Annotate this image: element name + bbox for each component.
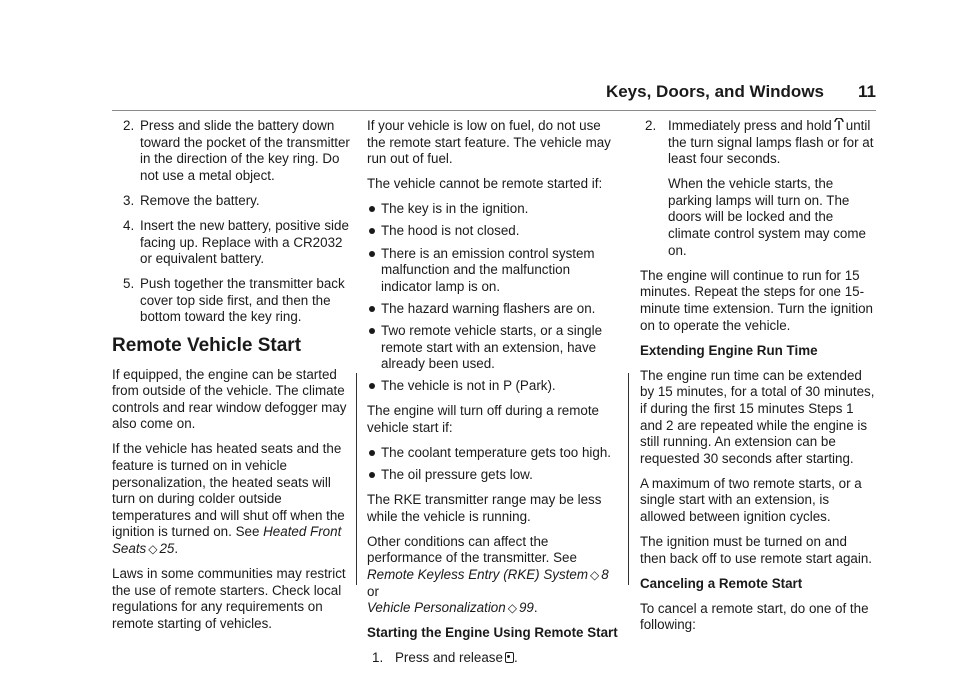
list-item: The coolant temperature gets too high. bbox=[367, 445, 621, 462]
step-2-remote: 2. Immediately press and hold until the turn signal lamps flash or for at least four seconds. bbox=[645, 118, 874, 167]
paragraph-heated-seats: If the vehicle has heated seats and the feature is turned on in vehicle personalization, the heated seats will turn on during colder outside temperatures and will shut off when the ignition is turned on. See Heated Front Seats ◇ 25. bbox=[112, 441, 345, 556]
bullet-icon bbox=[369, 251, 375, 257]
step-text: Push together the transmitter back cover top side first, and then the bottom toward the key ring. bbox=[140, 276, 345, 325]
step-3 bbox=[112, 193, 352, 210]
bullet-list-cannot-start bbox=[367, 201, 621, 394]
list-item: The hazard warning flashers are on. bbox=[367, 301, 621, 318]
bullet-icon bbox=[369, 383, 375, 389]
paragraph: A maximum of two remote starts, or a single start with an extension, is allowed between ignition cycles. bbox=[640, 475, 862, 524]
page-header bbox=[580, 82, 876, 108]
subheading: Canceling a Remote Start bbox=[640, 575, 803, 591]
step-note: When the vehicle starts, the parking lamps will turn on. The doors will be locked and the climate control system may come on. bbox=[668, 176, 866, 258]
paragraph: If your vehicle is low on fuel, do not use the remote start feature. The vehicle may run out of fuel. bbox=[367, 118, 611, 167]
cross-reference-link[interactable]: Vehicle Personalization ◇ 99 bbox=[367, 600, 534, 616]
paragraph: Laws in some communities may restrict the use of remote starters. Check local regulations for any requirements on remote starting of vehicles. bbox=[112, 566, 346, 631]
bullet-icon bbox=[369, 472, 375, 478]
list-item: The key is in the ignition. bbox=[367, 201, 621, 218]
header-rule bbox=[112, 110, 876, 111]
step-number: 5. bbox=[123, 276, 135, 292]
section-heading: Remote Vehicle Start bbox=[112, 334, 302, 356]
step-text: Insert the new battery, positive side facing up. Replace with a CR2032 or equivalent battery. bbox=[140, 217, 349, 267]
page-ref-icon: ◇ bbox=[507, 601, 517, 616]
page-ref-icon: ◇ bbox=[148, 541, 158, 556]
step-4 bbox=[112, 218, 352, 268]
step-number: 2. bbox=[645, 118, 657, 133]
column-divider-2 bbox=[628, 373, 629, 585]
step-1: 1. Press and release . bbox=[372, 650, 518, 666]
column-2 bbox=[367, 118, 621, 676]
bullet-icon bbox=[369, 206, 375, 212]
list-item: The hood is not closed. bbox=[367, 223, 621, 240]
paragraph: To cancel a remote start, do one of the following: bbox=[640, 600, 869, 633]
cross-reference-link[interactable]: Remote Keyless Entry (RKE) System ◇ 8 bbox=[367, 567, 609, 583]
list-item: The vehicle is not in P (Park). bbox=[367, 378, 621, 395]
paragraph: If equipped, the engine can be started from outside of the vehicle. The climate controls and rear window defogger may also come on. bbox=[112, 366, 347, 432]
paragraph-other-conditions: Other conditions can affect the performance of the transmitter. See Remote Keyless Entry (RKE) System ◇ 8 or Vehicle Personalization ◇ 99. bbox=[367, 533, 609, 616]
paragraph: The engine will continue to run for 15 minutes. Repeat the steps for one 15-minute time extension. Turn the ignition on to operate the vehicle. bbox=[640, 267, 873, 333]
step-5 bbox=[112, 276, 352, 326]
bullet-list-turn-off bbox=[367, 445, 621, 484]
lock-icon bbox=[505, 652, 514, 663]
paragraph: The ignition must be turned on and then back off to use remote start again. bbox=[640, 534, 872, 566]
step-number: 2. bbox=[123, 118, 135, 133]
column-divider-1 bbox=[356, 373, 357, 585]
paragraph: The engine will turn off during a remote vehicle start if: bbox=[367, 403, 599, 435]
page-number: 11 bbox=[858, 82, 876, 101]
column-3 bbox=[640, 118, 876, 643]
paragraph: The engine run time can be extended by 15 minutes, for a total of 30 minutes, if during the first 15 minutes Steps 1 and 2 are repeated while the engine is still running. An extension can be requested 30 seconds after starting. bbox=[640, 367, 875, 466]
subheading: Extending Engine Run Time bbox=[640, 342, 818, 358]
bullet-icon bbox=[369, 450, 375, 456]
step-number: 1. bbox=[372, 650, 384, 666]
column-1 bbox=[112, 118, 352, 641]
subheading: Starting the Engine Using Remote Start bbox=[367, 625, 618, 641]
step-number: 4. bbox=[123, 217, 135, 233]
step-2 bbox=[112, 118, 352, 184]
cross-reference-link[interactable]: Heated Front Seats ◇ 25 bbox=[112, 524, 342, 556]
bullet-icon bbox=[369, 306, 375, 312]
list-item: There is an emission control system malfunction and the malfunction indicator lamp is on. bbox=[367, 246, 621, 296]
bullet-icon bbox=[369, 328, 375, 334]
paragraph: The RKE transmitter range may be less while the vehicle is running. bbox=[367, 492, 602, 524]
section-title: Keys, Doors, and Windows bbox=[605, 82, 824, 101]
remote-start-icon bbox=[834, 118, 844, 131]
list-item: Two remote vehicle starts, or a single remote start with an extension, have already been used. bbox=[367, 323, 621, 373]
paragraph: The vehicle cannot be remote started if: bbox=[367, 176, 603, 192]
page-ref-icon: ◇ bbox=[590, 568, 600, 583]
list-item: The oil pressure gets low. bbox=[367, 467, 621, 484]
step-number: 3. bbox=[123, 192, 135, 208]
step-text: Remove the battery. bbox=[140, 192, 260, 208]
bullet-icon bbox=[369, 228, 375, 234]
step-text: Press and slide the battery down toward the pocket of the transmitter in the direction of the key ring. Do not use a metal object. bbox=[140, 118, 350, 183]
